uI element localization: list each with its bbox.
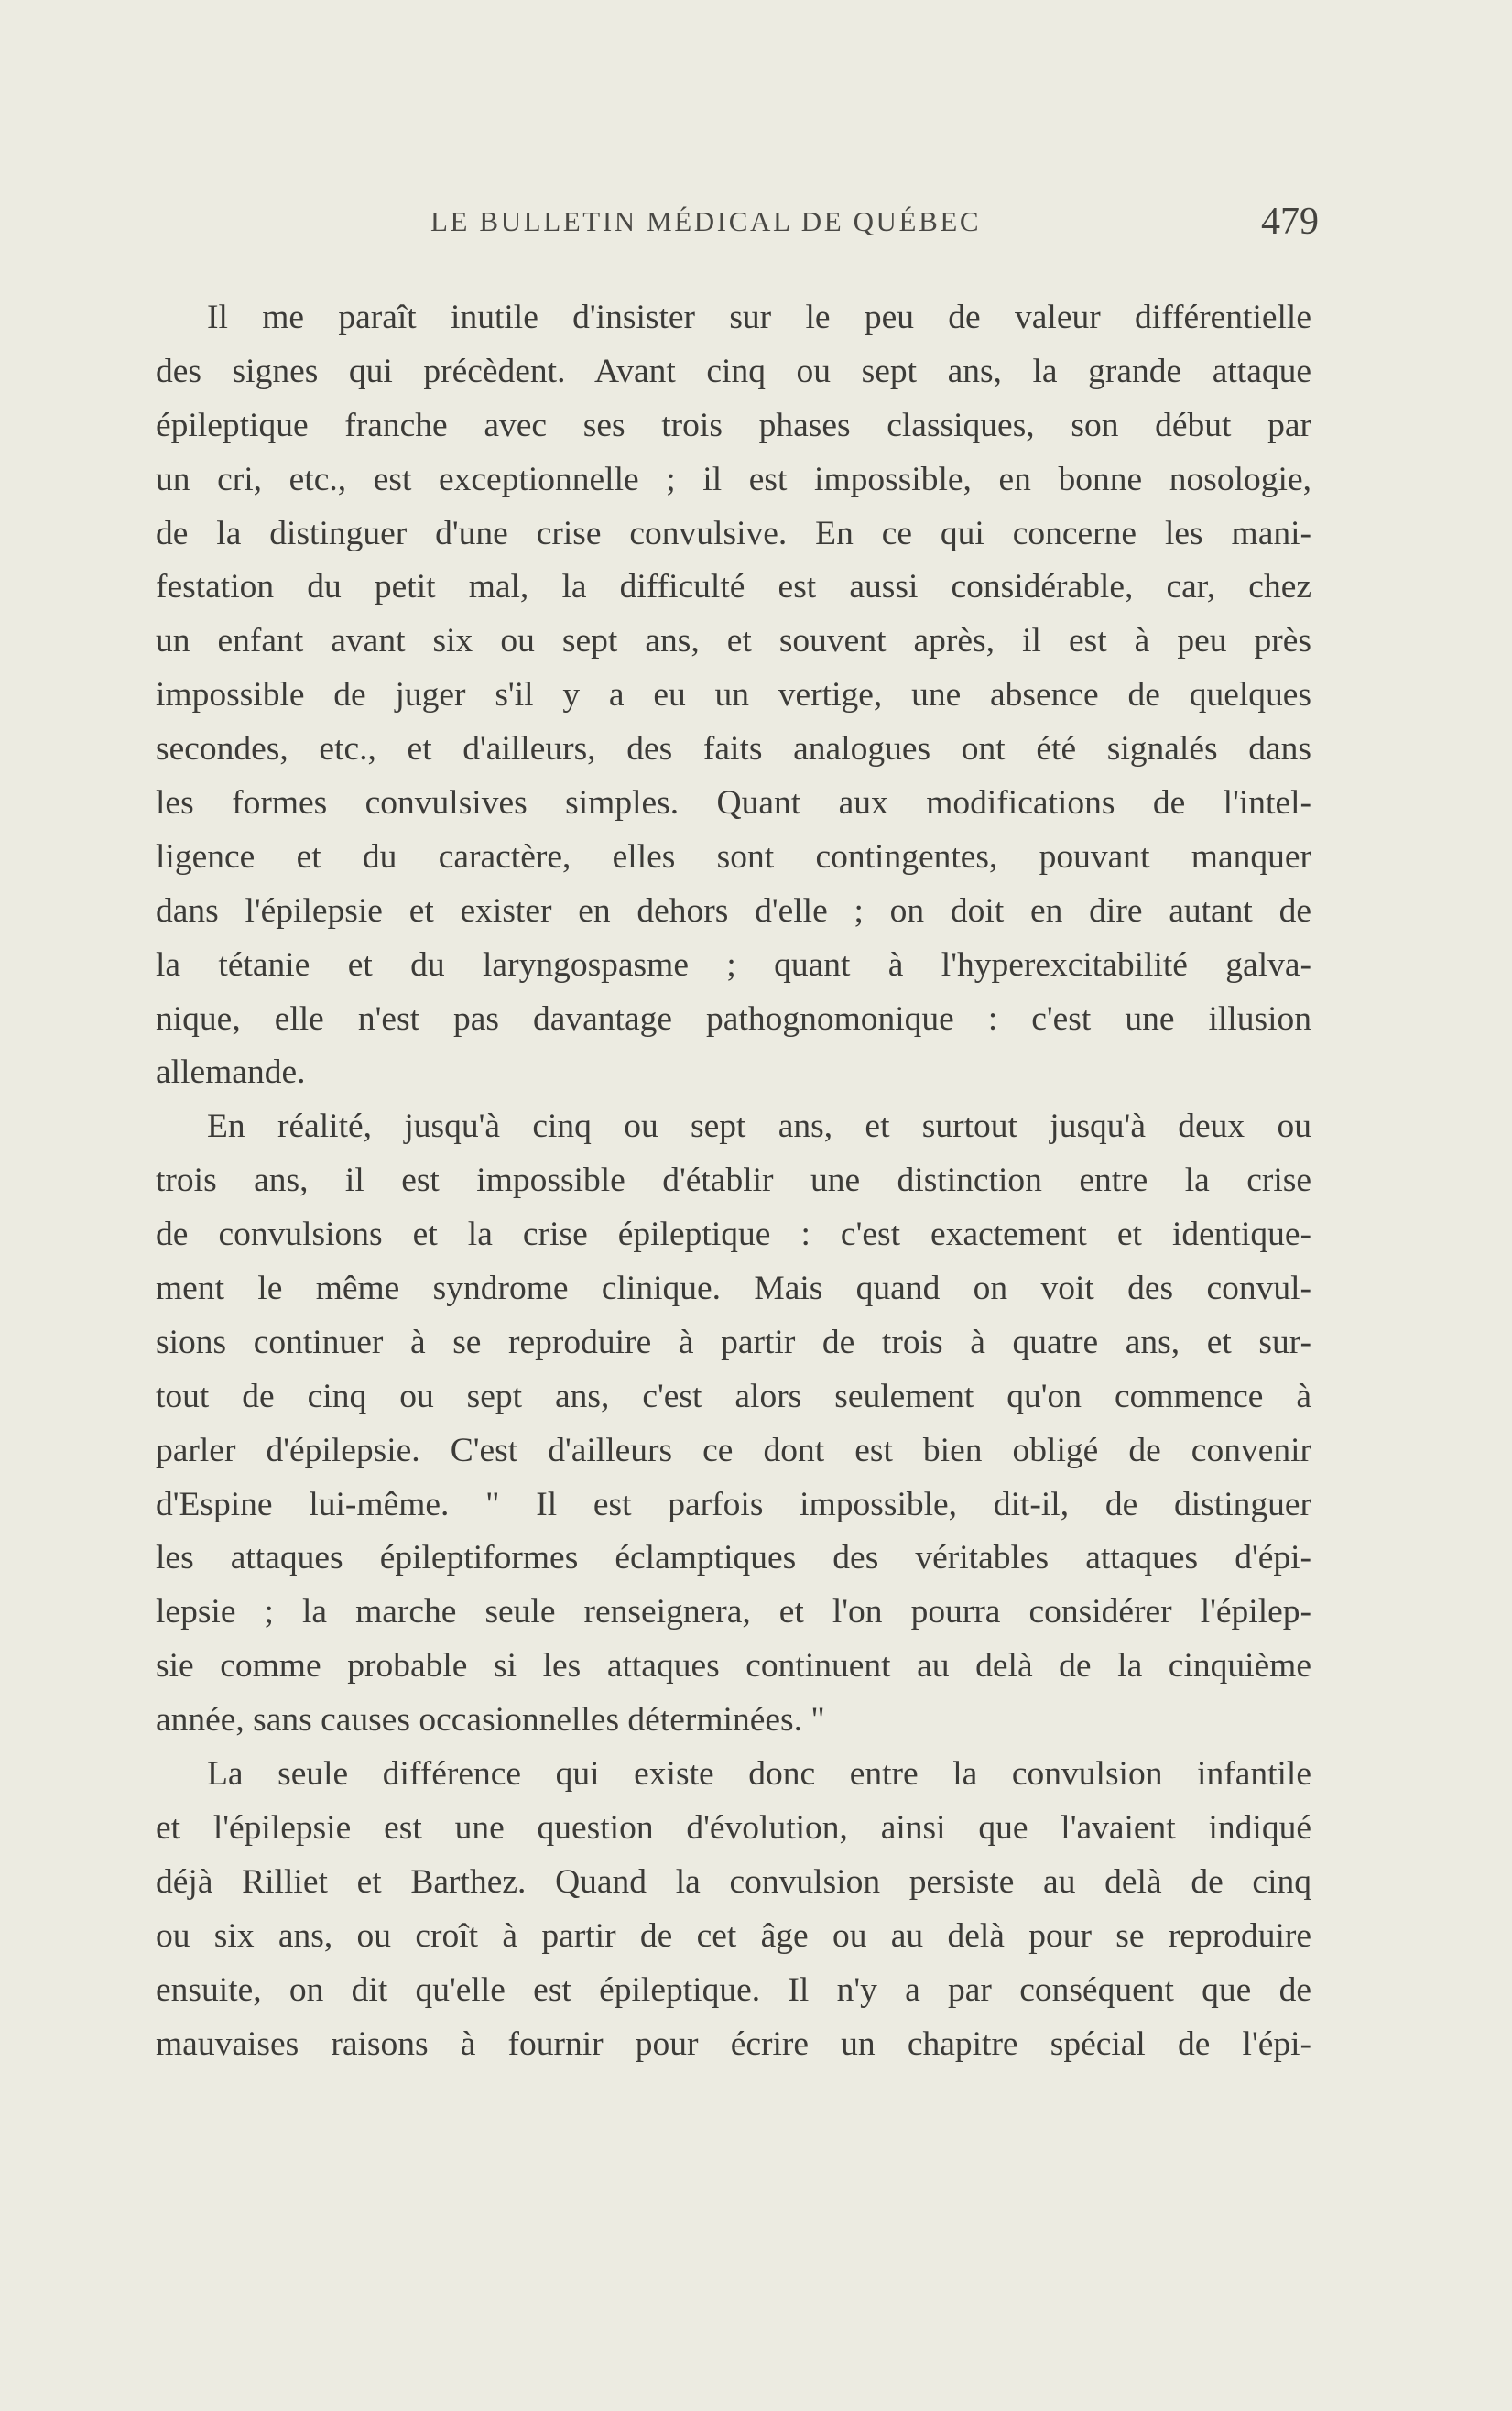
text-line: des signes qui précèdent. Avant cinq ou sept ans, la grande attaque — [156, 352, 1311, 390]
text-line: allemande. — [156, 1053, 306, 1092]
text-line: les attaques épileptiformes éclamptiques des véritables attaques d'épi- — [156, 1539, 1311, 1577]
text-line: mauvaises raisons à fournir pour écrire un chapitre spécial de l'épi- — [156, 2024, 1311, 2063]
text-line: les formes convulsives simples. Quant aux modifications de l'intel- — [156, 784, 1311, 823]
text-line: un enfant avant six ou sept ans, et souvent après, il est à peu près — [156, 622, 1311, 660]
text-line: de convulsions et la crise épileptique : c'est exactement et identique- — [156, 1216, 1311, 1254]
page-number: 479 — [1261, 201, 1319, 243]
text-line: En réalité, jusqu'à cinq ou sept ans, et surtout jusqu'à deux ou — [207, 1107, 1311, 1146]
text-line: tout de cinq ou sept ans, c'est alors seulement qu'on commence à — [156, 1377, 1311, 1415]
text-line: dans l'épilepsie et exister en dehors d'elle ; on doit en dire autant de — [156, 891, 1311, 930]
text-line: ou six ans, ou croît à partir de cet âge ou au delà pour se reproduire — [156, 1916, 1311, 1955]
text-line: secondes, etc., et d'ailleurs, des faits analogues ont été signalés dans — [156, 730, 1311, 769]
text-line: lepsie ; la marche seule renseignera, et l'on pourra considérer l'épilep- — [156, 1593, 1311, 1631]
text-line: ment le même syndrome clinique. Mais quand on voit des convul- — [156, 1270, 1311, 1308]
text-line: sions continuer à se reproduire à partir de trois à quatre ans, et sur- — [156, 1323, 1311, 1361]
text-line: de la distinguer d'une crise convulsive. En ce qui concerne les mani- — [156, 514, 1311, 552]
text-line: année, sans causes occasionnelles déterminées. " — [156, 1701, 825, 1740]
text-line: la tétanie et du laryngospasme ; quant à l'hyperexcitabilité galva- — [156, 945, 1311, 984]
text-line: trois ans, il est impossible d'établir une distinction entre la crise — [156, 1162, 1311, 1200]
text-line: épileptique franche avec ses trois phases classiques, son début par — [156, 406, 1311, 444]
text-line: et l'épilepsie est une question d'évolution, ainsi que l'avaient indiqué — [156, 1808, 1311, 1847]
running-head — [156, 200, 1319, 255]
text-line: déjà Rilliet et Barthez. Quand la convulsion persiste au delà de cinq — [156, 1862, 1311, 1901]
body-text — [156, 291, 1311, 2071]
text-line: un cri, etc., est exceptionnelle ; il est impossible, en bonne nosologie, — [156, 460, 1311, 498]
journal-title: LE BULLETIN MÉDICAL DE QUÉBEC — [430, 205, 982, 237]
text-line: impossible de juger s'il y a eu un vertige, une absence de quelques — [156, 676, 1311, 715]
text-line: ensuite, on dit qu'elle est épileptique. Il n'y a par conséquent que de — [156, 1970, 1311, 2009]
text-line: Il me paraît inutile d'insister sur le peu de valeur différentielle — [207, 299, 1311, 336]
text-line: parler d'épilepsie. C'est d'ailleurs ce dont est bien obligé de convenir — [156, 1431, 1311, 1469]
text-line: La seule différence qui existe donc entre la convulsion infantile — [207, 1755, 1311, 1794]
text-line: d'Espine lui-même. " Il est parfois impossible, dit-il, de distinguer — [156, 1485, 1311, 1523]
text-line: festation du petit mal, la difficulté est aussi considérable, car, chez — [156, 568, 1311, 606]
text-line: nique, elle n'est pas davantage pathognomonique : c'est une illusion — [156, 999, 1311, 1038]
text-line: sie comme probable si les attaques continuent au delà de la cinquième — [156, 1647, 1311, 1686]
text-line: ligence et du caractère, elles sont contingentes, pouvant manquer — [156, 837, 1311, 876]
